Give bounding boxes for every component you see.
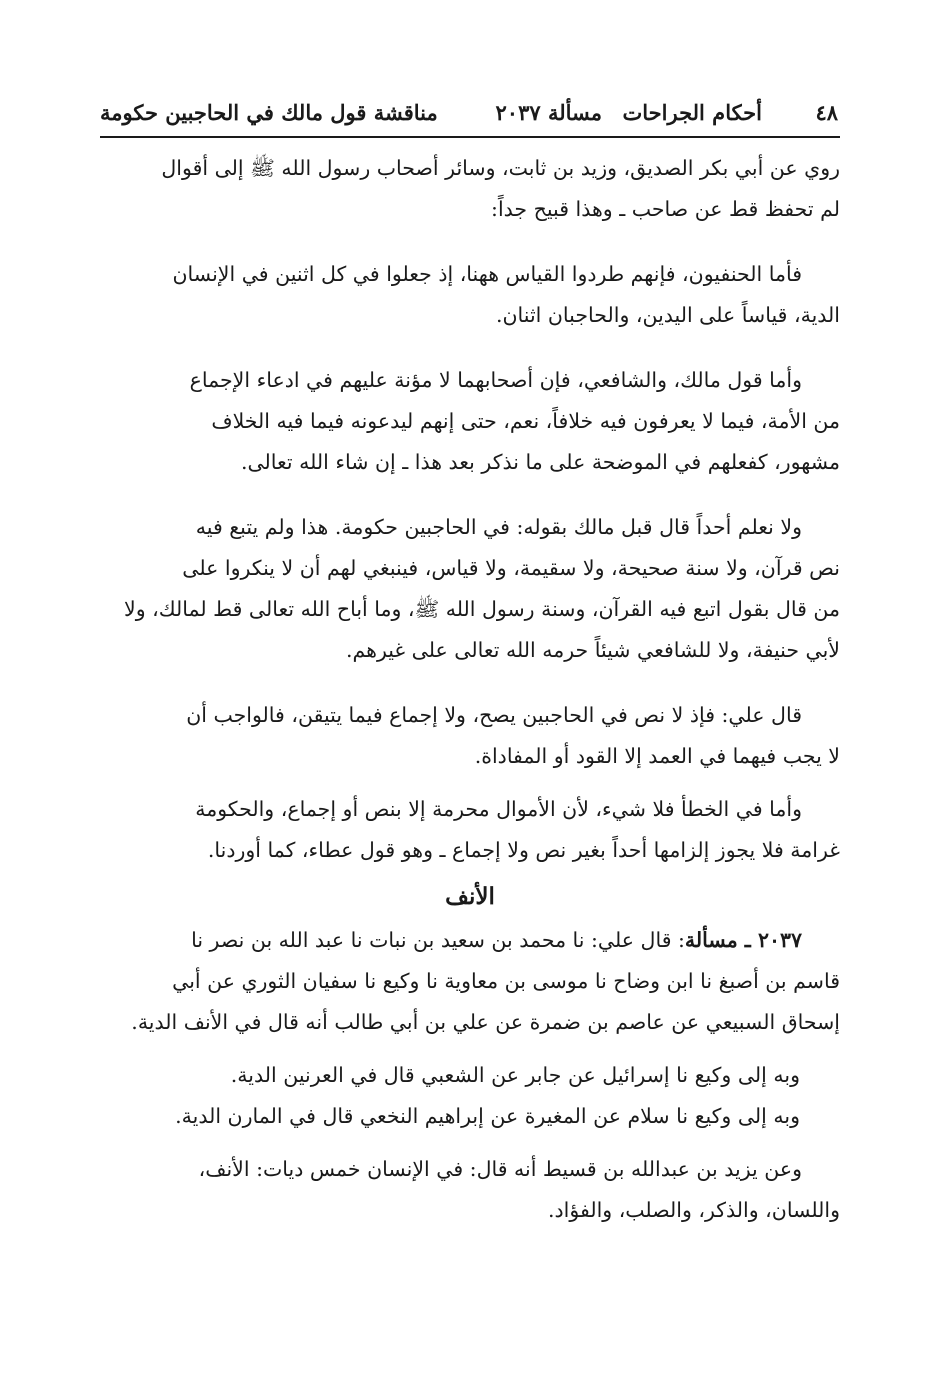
text-line: واللسان، والذكر، والصلب، والفؤاد. xyxy=(548,1198,840,1222)
text-line: نص قرآن، ولا سنة صحيحة، ولا سقيمة، ولا قياس، فينبغي لهم أن لا ينكروا على xyxy=(182,556,840,580)
text-line: لم تحفظ قط عن صاحب ـ وهذا قبيح جداً: xyxy=(491,197,840,221)
text-line: لا يجب فيهما في العمد إلا القود أو المفاداة. xyxy=(474,744,840,768)
text-line: غرامة فلا يجوز إلزامها أحداً بغير نص ولا إجماع ـ وهو قول عطاء، كما أوردنا. xyxy=(207,838,840,862)
text-line: قال علي: فإذ لا نص في الحاجبين يصح، ولا إجماع فيما يتيقن، فالواجب أن xyxy=(186,703,802,727)
masala-label: ٢٠٣٧ ـ مسألة xyxy=(684,928,802,952)
masala-first-line: : قال علي: نا محمد بن سعيد بن نبات نا عبد الله بن نصر نا xyxy=(191,928,685,952)
text-line: وبه إلى وكيع نا إسرائيل عن جابر عن الشعبي قال في العرنين الدية. xyxy=(230,1063,800,1087)
text-line: من الأمة، فيما لا يعرفون فيه خلافاً، نعم، حتى إنهم ليدعونه فيما فيه الخلاف xyxy=(211,409,840,433)
text-line: مشهور، كفعلهم في الموضحة على ما نذكر بعد هذا ـ إن شاء الله تعالى. xyxy=(240,450,840,474)
text-line: ولا نعلم أحداً قال قبل مالك بقوله: في الحاجبين حكومة. هذا ولم يتبع فيه xyxy=(195,515,802,539)
paragraph xyxy=(100,789,840,871)
paragraph xyxy=(100,695,840,777)
paragraph xyxy=(100,507,840,671)
paragraph xyxy=(100,148,840,230)
narration-lines xyxy=(100,1055,840,1137)
text-line: الدية، قياساً على اليدين، والحاجبان اثنان. xyxy=(495,303,840,327)
paragraph xyxy=(100,254,840,336)
section-title: الأنف xyxy=(445,883,495,910)
text-line: روي عن أبي بكر الصديق، وزيد بن ثابت، وسائر أصحاب رسول الله ﷺ إلى أقوال xyxy=(161,156,840,180)
book-page xyxy=(100,92,840,1231)
page-header xyxy=(100,92,840,138)
text-line: فأما الحنفيون، فإنهم طردوا القياس ههنا، إذ جعلوا في كل اثنين في الإنسان xyxy=(172,262,802,286)
text-line: وأما قول مالك، والشافعي، فإن أصحابهما لا مؤنة عليهم في ادعاء الإجماع xyxy=(189,368,802,392)
page-number: ٤٨ xyxy=(815,100,838,125)
text-line: قاسم بن أصبغ نا ابن وضاح نا موسى بن معاوية نا وكيع نا سفيان الثوري عن أبي xyxy=(172,969,840,993)
text-line: لأبي حنيفة، ولا للشافعي شيئاً حرمه الله تعالى على غيرهم. xyxy=(345,638,840,662)
masala-number: مسألة ٢٠٣٧ xyxy=(495,100,602,125)
text-line: وبه إلى وكيع نا سلام عن المغيرة عن إبراهيم النخعي قال في المارن الدية. xyxy=(175,1104,800,1128)
text-line: إسحاق السبيعي عن عاصم بن ضمرة عن علي بن أبي طالب أنه قال في الأنف الدية. xyxy=(131,1010,840,1034)
paragraph xyxy=(100,1149,840,1231)
text-line: وأما في الخطأ فلا شيء، لأن الأموال محرمة إلا بنص أو إجماع، والحكومة xyxy=(195,797,802,821)
text-line: وعن يزيد بن عبدالله بن قسيط أنه قال: في الإنسان خمس ديات: الأنف، xyxy=(198,1157,802,1181)
book-title: أحكام الجراحات xyxy=(622,100,762,125)
masala-paragraph xyxy=(100,920,840,1043)
text-line xyxy=(100,920,840,961)
page-topic: مناقشة قول مالك في الحاجبين حكومة xyxy=(100,100,438,125)
text-line: من قال بقول اتبع فيه القرآن، وسنة رسول الله ﷺ، وما أباح الله تعالى قط لمالك، ولا xyxy=(124,597,840,621)
paragraph xyxy=(100,360,840,483)
